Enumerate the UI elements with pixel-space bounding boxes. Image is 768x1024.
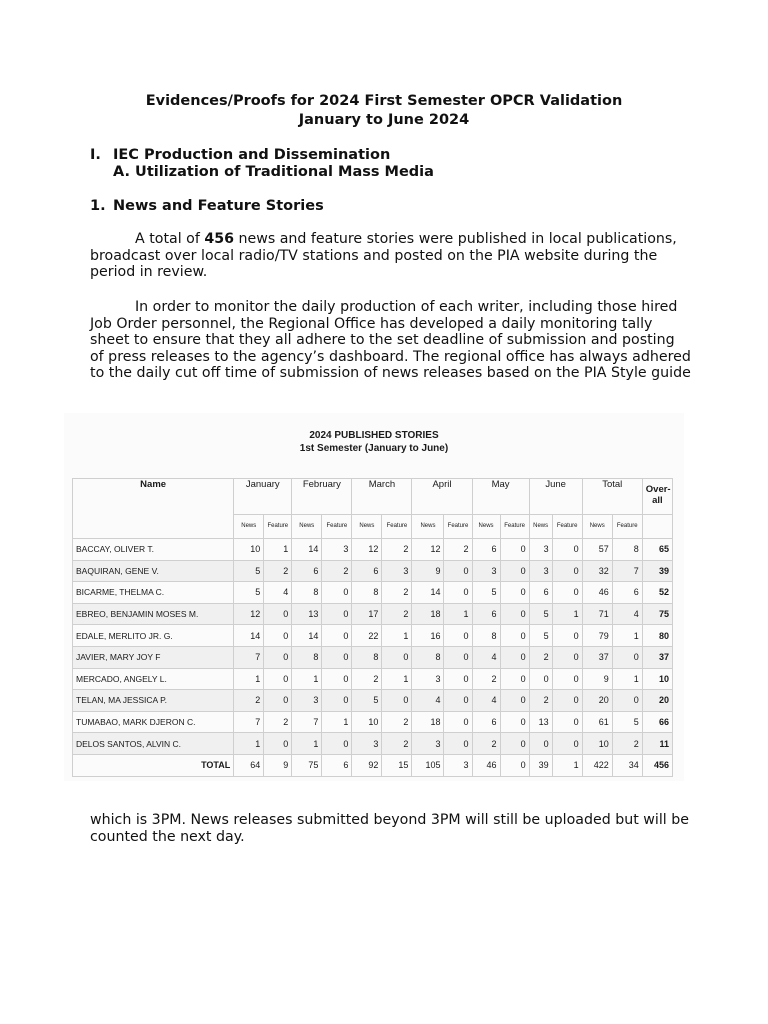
document-subtitle: January to June 2024 bbox=[298, 112, 470, 128]
table-cell: 2 bbox=[264, 711, 292, 733]
row-overall: 75 bbox=[642, 603, 672, 625]
table-subtitle: 1st Semester (January to June) bbox=[299, 443, 449, 454]
table-cell: 0 bbox=[444, 625, 472, 647]
table-cell: 5 bbox=[529, 603, 552, 625]
table-row bbox=[73, 733, 673, 755]
table-cell: 4 bbox=[412, 690, 444, 712]
table-cell: 0 bbox=[322, 690, 352, 712]
table-cell: 71 bbox=[582, 603, 612, 625]
total-cell: 64 bbox=[234, 754, 264, 776]
row-overall: 66 bbox=[642, 711, 672, 733]
table-total-row bbox=[73, 754, 673, 776]
row-name: BACCAY, OLIVER T. bbox=[73, 539, 234, 561]
table-cell: 1 bbox=[292, 668, 322, 690]
row-overall: 10 bbox=[642, 668, 672, 690]
table-cell: 2 bbox=[529, 646, 552, 668]
table-cell: 0 bbox=[444, 733, 472, 755]
table-cell: 0 bbox=[500, 646, 529, 668]
column-subheader: News bbox=[412, 515, 444, 539]
table-row bbox=[73, 690, 673, 712]
section-heading-i bbox=[90, 147, 390, 164]
table-cell: 0 bbox=[444, 646, 472, 668]
table-cell: 0 bbox=[444, 560, 472, 582]
paragraph-line: counted the next day. bbox=[90, 828, 245, 845]
table-cell: 0 bbox=[322, 668, 352, 690]
total-label: TOTAL bbox=[73, 754, 234, 776]
table-cell: 2 bbox=[612, 733, 642, 755]
section-heading-1 bbox=[90, 198, 324, 215]
table-row bbox=[73, 582, 673, 604]
table-cell: 0 bbox=[264, 668, 292, 690]
table-cell: 3 bbox=[292, 690, 322, 712]
table-cell: 1 bbox=[234, 733, 264, 755]
table-cell: 0 bbox=[322, 582, 352, 604]
table-cell: 0 bbox=[382, 646, 412, 668]
table-cell: 1 bbox=[552, 603, 582, 625]
total-cell: 6 bbox=[322, 754, 352, 776]
table-cell: 0 bbox=[322, 625, 352, 647]
table-cell: 8 bbox=[352, 582, 382, 604]
total-overall: 456 bbox=[642, 754, 672, 776]
table-cell: 4 bbox=[472, 690, 500, 712]
table-cell: 8 bbox=[612, 539, 642, 561]
table-cell: 2 bbox=[444, 539, 472, 561]
row-name: JAVIER, MARY JOY F bbox=[73, 646, 234, 668]
table-cell: 4 bbox=[264, 582, 292, 604]
column-subheader: Feature bbox=[322, 515, 352, 539]
table-cell: 1 bbox=[444, 603, 472, 625]
table-cell: 18 bbox=[412, 603, 444, 625]
table-row bbox=[73, 668, 673, 690]
row-name: EBREO, BENJAMIN MOSES M. bbox=[73, 603, 234, 625]
paragraph-line: period in review. bbox=[90, 264, 208, 281]
row-overall: 65 bbox=[642, 539, 672, 561]
table-cell: 5 bbox=[234, 582, 264, 604]
table-cell: 37 bbox=[582, 646, 612, 668]
table-cell: 79 bbox=[582, 625, 612, 647]
table-cell: 6 bbox=[612, 582, 642, 604]
table-cell: 8 bbox=[352, 646, 382, 668]
table-cell: 6 bbox=[472, 603, 500, 625]
table-cell: 1 bbox=[382, 668, 412, 690]
paragraph-line: which is 3PM. News releases submitted beyond 3PM will still be uploaded but will be bbox=[90, 812, 689, 828]
table-cell: 2 bbox=[472, 733, 500, 755]
table-cell: 10 bbox=[234, 539, 264, 561]
row-name: DELOS SANTOS, ALVIN C. bbox=[73, 733, 234, 755]
section-label: IEC Production and Dissemination bbox=[113, 147, 391, 163]
row-name: MERCADO, ANGELY L. bbox=[73, 668, 234, 690]
table-cell: 9 bbox=[412, 560, 444, 582]
table-cell: 0 bbox=[444, 582, 472, 604]
table-row bbox=[73, 711, 673, 733]
row-overall: 20 bbox=[642, 690, 672, 712]
paragraph-line: In order to monitor the daily production of each writer, including those hired bbox=[135, 299, 678, 315]
table-cell: 13 bbox=[529, 711, 552, 733]
section-number: 1. bbox=[90, 198, 106, 214]
table-cell: 2 bbox=[382, 733, 412, 755]
table-cell: 12 bbox=[352, 539, 382, 561]
table-cell: 0 bbox=[552, 625, 582, 647]
table-cell: 14 bbox=[292, 539, 322, 561]
published-stories-table bbox=[72, 478, 673, 777]
table-cell: 2 bbox=[382, 711, 412, 733]
table-cell: 12 bbox=[234, 603, 264, 625]
total-cell: 46 bbox=[472, 754, 500, 776]
table-cell: 3 bbox=[472, 560, 500, 582]
row-name: EDALE, MERLITO JR. G. bbox=[73, 625, 234, 647]
total-cell: 39 bbox=[529, 754, 552, 776]
table-cell: 2 bbox=[382, 582, 412, 604]
table-cell: 7 bbox=[612, 560, 642, 582]
table-cell: 0 bbox=[322, 646, 352, 668]
table-cell: 5 bbox=[529, 625, 552, 647]
table-cell: 2 bbox=[234, 690, 264, 712]
table-row bbox=[73, 603, 673, 625]
table-cell: 7 bbox=[234, 646, 264, 668]
table-cell: 0 bbox=[500, 582, 529, 604]
table-cell: 9 bbox=[582, 668, 612, 690]
table-cell: 61 bbox=[582, 711, 612, 733]
table-cell: 57 bbox=[582, 539, 612, 561]
table-cell: 8 bbox=[292, 582, 322, 604]
table-cell: 1 bbox=[612, 625, 642, 647]
paragraph-line: A total of 456 news and feature stories were published in local publications, bbox=[135, 231, 677, 247]
column-subheader: Feature bbox=[382, 515, 412, 539]
column-header-month: May bbox=[472, 479, 529, 515]
table-cell: 8 bbox=[412, 646, 444, 668]
table-cell: 1 bbox=[382, 625, 412, 647]
total-cell: 1 bbox=[552, 754, 582, 776]
table-cell: 3 bbox=[382, 560, 412, 582]
table-cell: 2 bbox=[382, 539, 412, 561]
column-subheader: Feature bbox=[444, 515, 472, 539]
table-cell: 0 bbox=[264, 603, 292, 625]
table-cell: 2 bbox=[529, 690, 552, 712]
column-header-month: January bbox=[234, 479, 292, 515]
paragraph-line: sheet to ensure that they all adhere to the set deadline of submission and posting bbox=[90, 332, 675, 349]
table-cell: 6 bbox=[472, 711, 500, 733]
table-cell: 0 bbox=[552, 733, 582, 755]
total-cell: 3 bbox=[444, 754, 472, 776]
row-name: BICARME, THELMA C. bbox=[73, 582, 234, 604]
paragraph-cutoff bbox=[90, 812, 690, 845]
table-cell: 1 bbox=[322, 711, 352, 733]
subsection-heading-a: A. Utilization of Traditional Mass Media bbox=[113, 164, 434, 180]
table-cell: 0 bbox=[264, 690, 292, 712]
column-header-month: June bbox=[529, 479, 582, 515]
table-cell: 1 bbox=[264, 539, 292, 561]
published-stories-figure bbox=[64, 413, 684, 781]
table-cell: 5 bbox=[234, 560, 264, 582]
table-cell: 0 bbox=[444, 668, 472, 690]
table-cell: 13 bbox=[292, 603, 322, 625]
column-subheader: News bbox=[352, 515, 382, 539]
table-cell: 6 bbox=[352, 560, 382, 582]
row-overall: 80 bbox=[642, 625, 672, 647]
table-cell: 0 bbox=[500, 711, 529, 733]
table-cell: 3 bbox=[412, 668, 444, 690]
table-cell: 7 bbox=[234, 711, 264, 733]
table-cell: 0 bbox=[552, 690, 582, 712]
column-subheader: News bbox=[472, 515, 500, 539]
paragraph-line: Job Order personnel, the Regional Office has developed a daily monitoring tally bbox=[90, 315, 653, 332]
table-cell: 0 bbox=[612, 646, 642, 668]
table-cell: 5 bbox=[352, 690, 382, 712]
table-cell: 0 bbox=[552, 582, 582, 604]
total-count: 456 bbox=[204, 231, 234, 247]
table-cell: 20 bbox=[582, 690, 612, 712]
table-cell: 0 bbox=[264, 625, 292, 647]
column-header-overall: Over-all bbox=[642, 479, 672, 515]
table-cell: 0 bbox=[500, 603, 529, 625]
total-cell: 105 bbox=[412, 754, 444, 776]
table-cell: 0 bbox=[264, 646, 292, 668]
total-cell: 422 bbox=[582, 754, 612, 776]
table-cell: 8 bbox=[292, 646, 322, 668]
table-cell: 1 bbox=[292, 733, 322, 755]
table-cell: 18 bbox=[412, 711, 444, 733]
table-cell: 2 bbox=[382, 603, 412, 625]
row-overall: 52 bbox=[642, 582, 672, 604]
table-row bbox=[73, 646, 673, 668]
paragraph-monitoring bbox=[90, 299, 690, 382]
document-title: Evidences/Proofs for 2024 First Semester OPCR Validation bbox=[145, 93, 623, 109]
total-cell: 92 bbox=[352, 754, 382, 776]
table-cell: 8 bbox=[472, 625, 500, 647]
table-cell: 6 bbox=[472, 539, 500, 561]
table-cell: 10 bbox=[582, 733, 612, 755]
paragraph-line: broadcast over local radio/TV stations and posted on the PIA website during the bbox=[90, 247, 658, 264]
table-cell: 0 bbox=[264, 733, 292, 755]
column-subheader: Feature bbox=[500, 515, 529, 539]
table-cell: 17 bbox=[352, 603, 382, 625]
column-header-month: March bbox=[352, 479, 412, 515]
row-overall: 11 bbox=[642, 733, 672, 755]
table-row bbox=[73, 625, 673, 647]
table-cell: 4 bbox=[472, 646, 500, 668]
row-overall: 39 bbox=[642, 560, 672, 582]
table-cell: 5 bbox=[472, 582, 500, 604]
total-cell: 15 bbox=[382, 754, 412, 776]
column-subheader: Feature bbox=[612, 515, 642, 539]
paragraph-line: of press releases to the agency’s dashboard. The regional office has always adhered bbox=[90, 348, 691, 365]
column-subheader-empty bbox=[642, 515, 672, 539]
total-cell: 9 bbox=[264, 754, 292, 776]
table-cell: 1 bbox=[234, 668, 264, 690]
table-cell: 3 bbox=[529, 560, 552, 582]
table-cell: 0 bbox=[612, 690, 642, 712]
section-number: I. bbox=[90, 147, 101, 163]
table-row bbox=[73, 560, 673, 582]
total-cell: 75 bbox=[292, 754, 322, 776]
table-cell: 0 bbox=[500, 733, 529, 755]
table-cell: 0 bbox=[529, 733, 552, 755]
table-cell: 0 bbox=[500, 539, 529, 561]
column-header-month: April bbox=[412, 479, 472, 515]
table-cell: 0 bbox=[322, 733, 352, 755]
row-name: TUMABAO, MARK DJERON C. bbox=[73, 711, 234, 733]
table-row bbox=[73, 539, 673, 561]
table-cell: 4 bbox=[612, 603, 642, 625]
column-header-month: February bbox=[292, 479, 352, 515]
column-header-month: Total bbox=[582, 479, 642, 515]
column-subheader: Feature bbox=[264, 515, 292, 539]
table-cell: 5 bbox=[612, 711, 642, 733]
table-cell: 0 bbox=[322, 603, 352, 625]
table-cell: 0 bbox=[500, 668, 529, 690]
table-cell: 0 bbox=[444, 711, 472, 733]
column-header-name: Name bbox=[73, 479, 234, 539]
table-cell: 14 bbox=[412, 582, 444, 604]
table-cell: 0 bbox=[529, 668, 552, 690]
column-subheader: News bbox=[292, 515, 322, 539]
column-subheader: News bbox=[529, 515, 552, 539]
table-cell: 0 bbox=[500, 625, 529, 647]
column-subheader: Feature bbox=[552, 515, 582, 539]
table-cell: 3 bbox=[412, 733, 444, 755]
table-cell: 14 bbox=[234, 625, 264, 647]
table-cell: 0 bbox=[552, 668, 582, 690]
table-cell: 2 bbox=[472, 668, 500, 690]
table-cell: 3 bbox=[322, 539, 352, 561]
table-cell: 32 bbox=[582, 560, 612, 582]
paragraph-total-stories bbox=[90, 231, 690, 281]
table-cell: 16 bbox=[412, 625, 444, 647]
table-cell: 12 bbox=[412, 539, 444, 561]
table-cell: 0 bbox=[552, 646, 582, 668]
table-cell: 0 bbox=[500, 560, 529, 582]
table-cell: 1 bbox=[612, 668, 642, 690]
table-cell: 10 bbox=[352, 711, 382, 733]
table-cell: 2 bbox=[264, 560, 292, 582]
table-cell: 46 bbox=[582, 582, 612, 604]
column-subheader: News bbox=[582, 515, 612, 539]
table-cell: 0 bbox=[444, 690, 472, 712]
column-subheader: News bbox=[234, 515, 264, 539]
paragraph-line: to the daily cut off time of submission of news releases based on the PIA Style guide bbox=[90, 365, 691, 382]
table-cell: 0 bbox=[382, 690, 412, 712]
table-cell: 14 bbox=[292, 625, 322, 647]
total-cell: 0 bbox=[500, 754, 529, 776]
table-cell: 6 bbox=[529, 582, 552, 604]
table-cell: 0 bbox=[552, 711, 582, 733]
row-name: TELAN, MA JESSICA P. bbox=[73, 690, 234, 712]
total-cell: 34 bbox=[612, 754, 642, 776]
row-overall: 37 bbox=[642, 646, 672, 668]
table-cell: 0 bbox=[552, 539, 582, 561]
row-name: BAQUIRAN, GENE V. bbox=[73, 560, 234, 582]
table-cell: 2 bbox=[352, 668, 382, 690]
table-cell: 0 bbox=[552, 560, 582, 582]
table-cell: 0 bbox=[500, 690, 529, 712]
section-label: News and Feature Stories bbox=[113, 198, 324, 214]
table-cell: 22 bbox=[352, 625, 382, 647]
table-cell: 2 bbox=[322, 560, 352, 582]
table-cell: 3 bbox=[352, 733, 382, 755]
table-title: 2024 PUBLISHED STORIES bbox=[309, 430, 439, 441]
table-cell: 3 bbox=[529, 539, 552, 561]
table-cell: 7 bbox=[292, 711, 322, 733]
table-cell: 6 bbox=[292, 560, 322, 582]
